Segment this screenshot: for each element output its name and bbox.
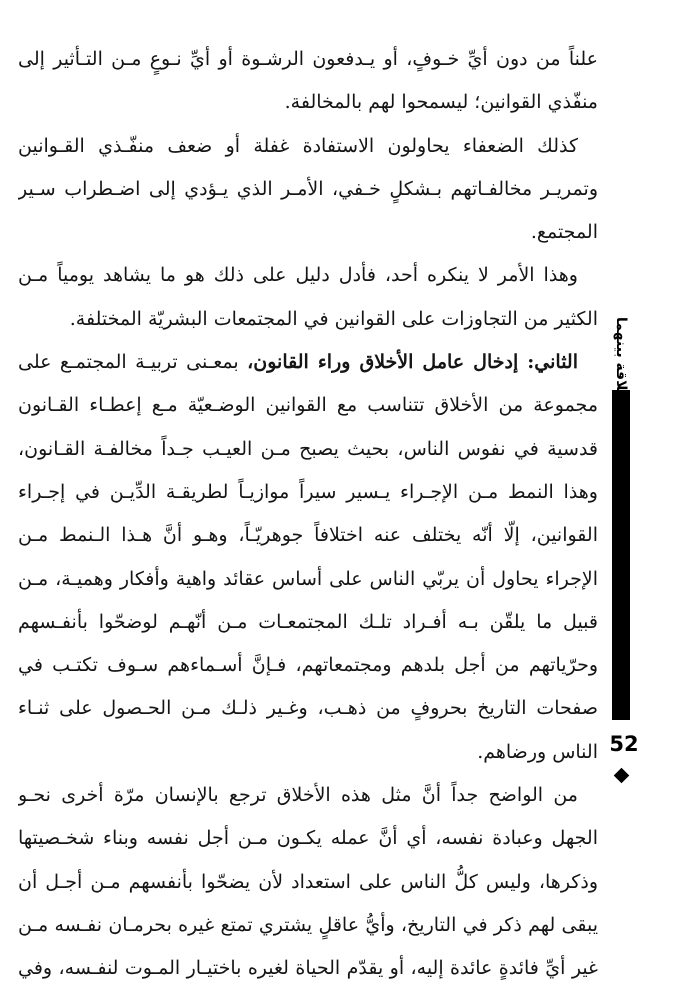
text-line: وحرّياتهم من أجل بلدهم ومجتمعاتهم، فـإنَّ أسـماءهم سـوف تكتـب في <box>18 654 598 677</box>
text-line: المجتمع. <box>530 221 598 244</box>
text-line: الجهل وعبادة نفسه، أي أنَّ عمله يكـون مـن أجل نفسه وبناء شخـصيتها <box>18 827 598 850</box>
running-head-title: الدين والفلسفة وجدلية العلاقة بينهما <box>613 316 629 573</box>
text-line: قبيل ما يلقّن بـه أفـراد تلـك المجتمعـات مـن أنّهـم لوضحّوا بأنفـسهم <box>18 610 598 633</box>
text-line: وذكرها، وليس كلُّ الناس على استعداد لأن يضحّوا بأنفسهم مـن أجـل أن <box>18 870 598 893</box>
text-line: يبقى لهم ذكر في التاريخ، وأيُّ عاقلٍ يشتري تمتع غيره بحرمـان نفـسه مـن <box>18 913 598 936</box>
text-line: الإجراء يحاول أن يربّي الناس على أساس عقائد واهية وأفكار وهميـة، مـن <box>18 567 598 590</box>
text-line: مجموعة من الأخلاق تتناسب مع القوانين الوضـعيّة مـع إعطـاء القـانون <box>18 394 598 417</box>
running-head <box>612 160 630 730</box>
text-line: الكثير من التجاوزات على القوانين في المجتمعات البشريّة المختلفة. <box>69 307 598 330</box>
paragraph-start-line <box>18 341 598 384</box>
body-text <box>18 38 598 991</box>
text-line: القوانين، إلّا أنّه يختلف عنه اختلافاً جوهريّـاً، وهـو أنَّ هـذا الـنمط مـن <box>18 524 598 547</box>
text-line: قدسية في نفوس الناس، بحيث يصبح مـن العيـب جـداً مخالفـة القـانون، <box>18 437 598 460</box>
text-run: بمعـنى تربيـة المجتمـع على <box>18 351 239 374</box>
text-line: منفّذي القوانين؛ ليسمحوا لهم بالمخالفة. <box>284 91 598 114</box>
text-line: غير أيِّ فائدةٍ عائدة إليه، أو يقدّم الحياة لغيره باختيـار المـوت لنفـسه، وفي <box>18 957 598 980</box>
text-line: وتمريـر مخالفـاتهم بـشكلٍ خـفي، الأمـر الذي يـؤدي إلى اضـطراب سـير <box>18 177 598 200</box>
text-line: علناً من دون أيِّ خـوفٍ، أو يـدفعون الرشـوة أو أيِّ نـوعٍ مـن التـأثير إلى <box>18 48 598 70</box>
diamond-ornament-icon <box>614 768 630 784</box>
paragraph-start-line: من الواضح جداً أنَّ مثل هذه الأخلاق ترجع بالإنسان مرّة أخرى نحـو <box>18 784 578 807</box>
text-line: وهذا النمط مـن الإجـراء يـسير سيراً موازيـاً لطريقـة الدِّيـن في إجـراء <box>18 480 598 503</box>
text-line: الناس ورضاهم. <box>477 740 598 763</box>
paragraph-start-line: وهذا الأمر لا ينكره أحد، فأدل دليل على ذلك هو ما يشاهد يومياً مـن <box>18 264 578 287</box>
section-heading-inline: الثاني: إدخال عامل الأخلاق وراء القانون، <box>247 351 578 374</box>
paragraph-start-line: كذلك الضعفاء يحاولون الاستفادة غفلة أو ضعف منفّـذي القـوانين <box>18 134 578 157</box>
text-line: صفحات التاريخ بحروفٍ من ذهـب، وغـير ذلـك مـن الحـصول على ثنـاء <box>18 697 598 720</box>
page-number: 52 <box>609 732 639 756</box>
